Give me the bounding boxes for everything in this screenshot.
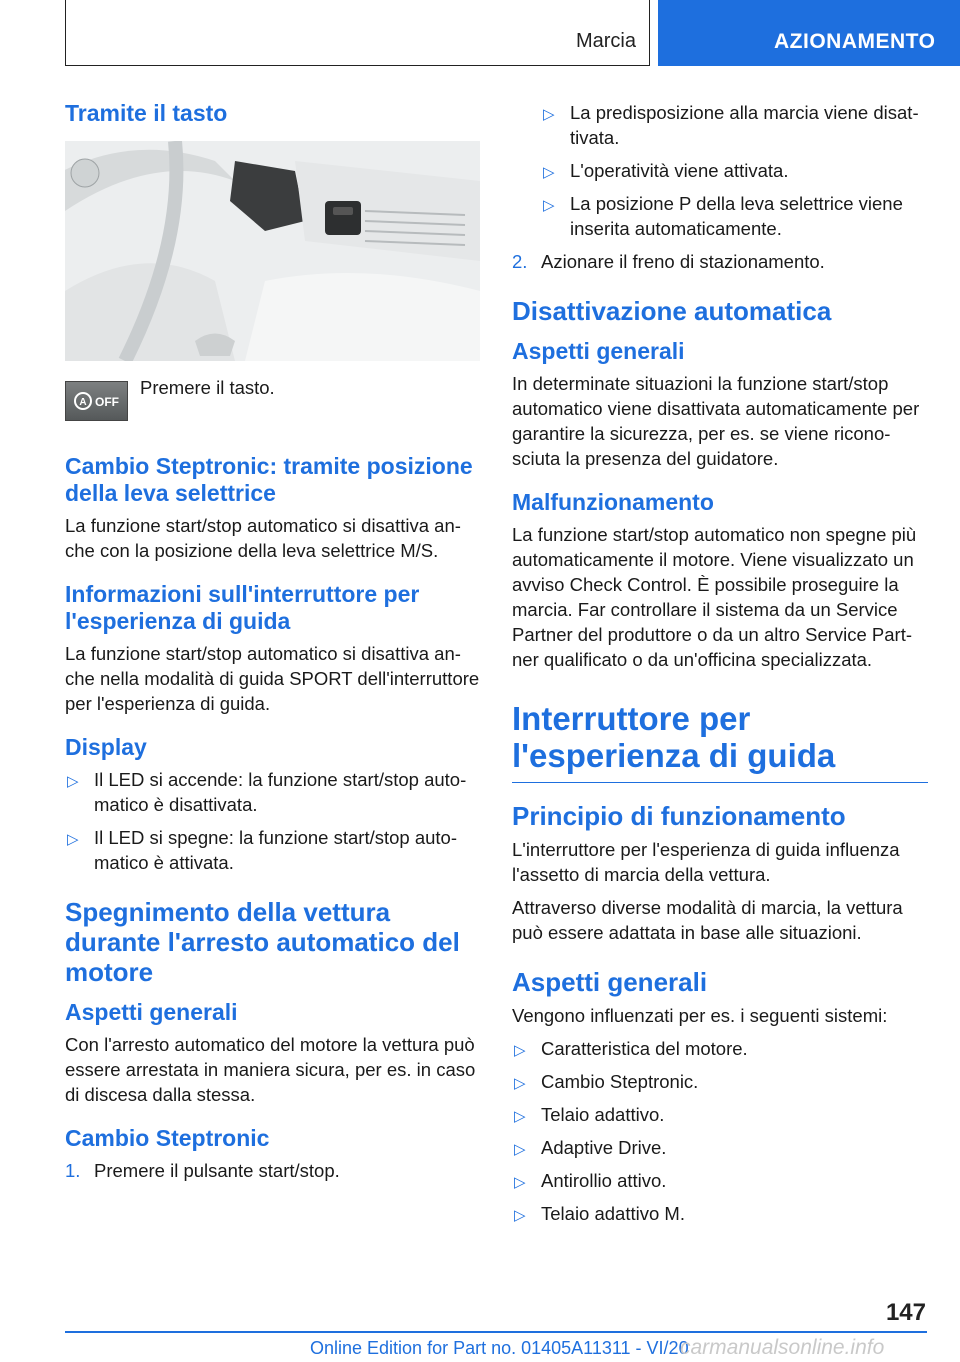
triangle-right-icon: ▷ <box>543 164 555 181</box>
heading-aspetti-generali-2: Aspetti generali <box>512 967 708 997</box>
steps-list-right <box>512 249 928 274</box>
page-number: 147 <box>885 1299 926 1326</box>
icon-instruction-row <box>65 375 480 435</box>
triangle-right-icon: ▷ <box>514 1174 526 1191</box>
paragraph-steptronic-position: La funzione start/stop automatico si disattiva anche con la posizione della leva selettrice M/S. <box>65 515 461 561</box>
list-item: ▷ Telaio adattivo. <box>512 1102 928 1127</box>
heading-aspetti-generali-right: Aspetti generali <box>512 338 685 364</box>
triangle-right-icon: ▷ <box>514 1075 526 1092</box>
heading-interruttore: Interruttore per l'esperienza di guida <box>512 700 928 783</box>
sub-steps-list <box>512 100 928 241</box>
paragraph-aspetti-generali-2: Vengono influenzati per es. i seguenti sistemi: <box>512 1005 888 1026</box>
heading-cambio-steptronic: Cambio Steptronic <box>65 1125 270 1151</box>
list-item: ▷ La predisposizione alla marcia viene disattivata. <box>543 102 919 148</box>
paragraph-malfunzionamento: La funzione start/stop automatico non spegne più automaticamente il motore. Viene visualizzato un avviso Check Control. È possibile proseguire la marcia. Far controllare il sistema da un Service Partner del produttore o da un altro Service Partner qualificato o da un'officina specializzata. <box>512 524 917 670</box>
list-item: ▷ Il LED si spegne: la funzione start/stop automatico è attivata. <box>67 827 458 873</box>
heading-principio: Principio di funzionamento <box>512 801 846 831</box>
steering-photo-illustration <box>65 141 480 361</box>
triangle-right-icon: ▷ <box>514 1108 526 1125</box>
steering-column-photo <box>65 141 480 361</box>
icon-caption: Premere il tasto. <box>140 377 275 398</box>
list-item: ▷ Adaptive Drive. <box>512 1135 928 1160</box>
heading-steptronic-position: Cambio Steptronic: tramite posizione della leva selettrice <box>65 453 473 506</box>
svg-text:A: A <box>78 397 87 408</box>
heading-spegnimento: Spegnimento della vettura durante l'arresto automatico del motore <box>65 897 460 987</box>
header-section-title: Marcia <box>575 30 636 52</box>
triangle-right-icon: ▷ <box>514 1207 526 1224</box>
left-column <box>65 100 480 1191</box>
steps-list-left <box>65 1158 480 1183</box>
watermark: carmanualsonline.info <box>680 1336 885 1359</box>
systems-list <box>512 1036 928 1226</box>
heading-display: Display <box>65 734 147 760</box>
heading-driving-experience-info: Informazioni sull'interruttore per l'esperienza di guida <box>65 581 420 634</box>
list-item: ▷ Il LED si accende: la funzione start/stop automatico è disattivata. <box>67 769 467 815</box>
list-item: ▷ La posizione P della leva selettrice viene inserita automaticamente. <box>543 193 903 239</box>
list-item: ▷ Cambio Steptronic. <box>512 1069 928 1094</box>
triangle-right-icon: ▷ <box>543 197 555 214</box>
list-item: ▷ L'operatività viene attivata. <box>541 158 928 183</box>
paragraph-aspetti-generali-right: In determinate situazioni la funzione start/stop automatico viene disattivata automaticamente per garantire la sicurezza, per es. se viene riconosciuta la presenza del guidatore. <box>512 373 920 469</box>
triangle-right-icon: ▷ <box>543 106 555 123</box>
footer-edition: Online Edition for Part no. 01405A11311 - VI/20 <box>310 1338 689 1358</box>
heading-malfunzionamento: Malfunzionamento <box>512 489 714 515</box>
paragraph-driving-experience-info: La funzione start/stop automatico si disattiva anche nella modalità di guida SPORT dell'interruttore per l'esperienza di guida. <box>65 643 480 714</box>
heading-disattivazione: Disattivazione automatica <box>512 296 832 326</box>
triangle-right-icon: ▷ <box>514 1141 526 1158</box>
triangle-right-icon: ▷ <box>67 831 79 848</box>
heading-tramite-tasto: Tramite il tasto <box>65 100 228 126</box>
header-chapter-tab: AZIONAMENTO <box>658 0 960 66</box>
paragraph-aspetti-generali-left: Con l'arresto automatico del motore la vettura può essere arrestata in maniera sicura, per es. in caso di discesa dalla stessa. <box>65 1034 476 1105</box>
list-item: ▷ Antirollio attivo. <box>512 1168 928 1193</box>
list-item: 2. Azionare il freno di stazionamento. <box>512 251 825 272</box>
list-item: ▷ Telaio adattivo M. <box>512 1201 928 1226</box>
heading-aspetti-generali-left: Aspetti generali <box>65 999 238 1025</box>
footer-rule <box>65 1331 927 1333</box>
right-column <box>512 100 928 1234</box>
paragraph-principio-1: L'interruttore per l'esperienza di guida influenza l'assetto di marcia della vettura. <box>512 839 900 885</box>
paragraph-principio-2: Attraverso diverse modalità di marcia, la vettura può essere adattata in base alle situazioni. <box>512 897 903 943</box>
start-stop-off-icon <box>65 381 128 421</box>
list-item: ▷ Caratteristica del motore. <box>512 1036 928 1061</box>
display-list <box>65 767 480 875</box>
svg-text:OFF: OFF <box>94 395 119 409</box>
triangle-right-icon: ▷ <box>514 1042 526 1059</box>
list-item: 1. Premere il pulsante start/stop. <box>65 1160 340 1181</box>
triangle-right-icon: ▷ <box>67 773 79 790</box>
